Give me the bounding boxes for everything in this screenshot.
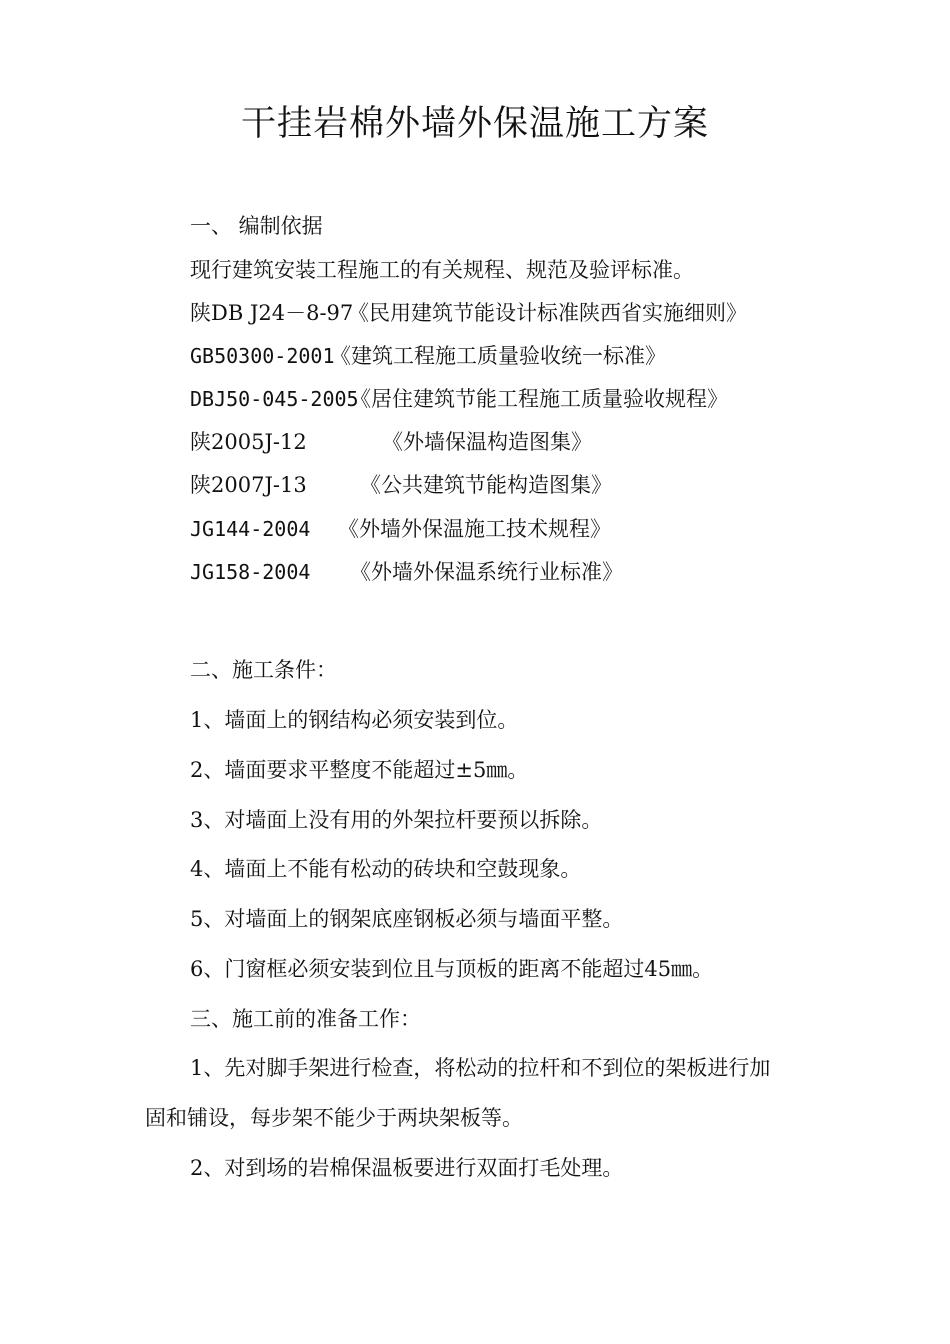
condition-item: 6、门窗框必须安装到位且与顶板的距离不能超过45㎜。 <box>190 957 714 981</box>
preparation-item-line: 1、先对脚手架进行检查，将松动的拉杆和不到位的架板进行加 <box>190 1056 771 1080</box>
reference-code: 陕2005J-12 <box>190 430 307 454</box>
reference-code: 陕2007J-13 <box>190 473 307 497</box>
section-heading-basis: 一、 编制依据 <box>190 214 323 238</box>
reference-row <box>190 428 810 456</box>
reference-code: DBJ50-045-2005 <box>190 387 359 411</box>
reference-name: 《居住建筑节能工程施工质量验收规程》 <box>350 387 728 411</box>
reference-row <box>190 558 810 586</box>
reference-code: GB50300-2001 <box>190 344 335 368</box>
condition-item: 4、墙面上不能有松动的砖块和空鼓现象。 <box>190 857 582 881</box>
condition-item: 3、对墙面上没有用的外架拉杆要预以拆除。 <box>190 808 603 832</box>
condition-item: 2、墙面要求平整度不能超过±5㎜。 <box>190 758 529 782</box>
preparation-item-line: 固和铺设，每步架不能少于两块架板等。 <box>145 1106 523 1130</box>
reference-row <box>190 299 810 327</box>
reference-name: 《建筑工程施工质量验收统一标准》 <box>330 344 666 368</box>
reference-name: 《外墙外保温系统行业标准》 <box>350 560 623 584</box>
reference-name: 《公共建筑节能构造图集》 <box>360 473 612 497</box>
reference-code: 陕DB J24－8-97 <box>190 301 354 325</box>
reference-row <box>190 342 810 370</box>
reference-code: JG144-2004 <box>190 517 311 541</box>
condition-item: 5、对墙面上的钢架底座钢板必须与墙面平整。 <box>190 907 624 931</box>
section-heading-conditions: 二、施工条件： <box>190 658 337 682</box>
reference-name: 《民用建筑节能设计标准陕西省实施细则》 <box>348 301 747 325</box>
reference-name: 《外墙保温构造图集》 <box>382 430 592 454</box>
reference-name: 《外墙外保温施工技术规程》 <box>338 517 611 541</box>
reference-row <box>190 471 810 499</box>
condition-item: 1、墙面上的钢结构必须安装到位。 <box>190 708 519 732</box>
document-title: 干挂岩棉外墙外保温施工方案 <box>240 104 709 144</box>
basis-intro: 现行建筑安装工程施工的有关规程、规范及验评标准。 <box>190 258 694 282</box>
reference-row <box>190 515 810 543</box>
preparation-item: 2、对到场的岩棉保温板要进行双面打毛处理。 <box>190 1156 624 1180</box>
reference-row <box>190 385 810 413</box>
section-heading-preparation: 三、施工前的准备工作： <box>190 1007 421 1031</box>
reference-code: JG158-2004 <box>190 560 311 584</box>
